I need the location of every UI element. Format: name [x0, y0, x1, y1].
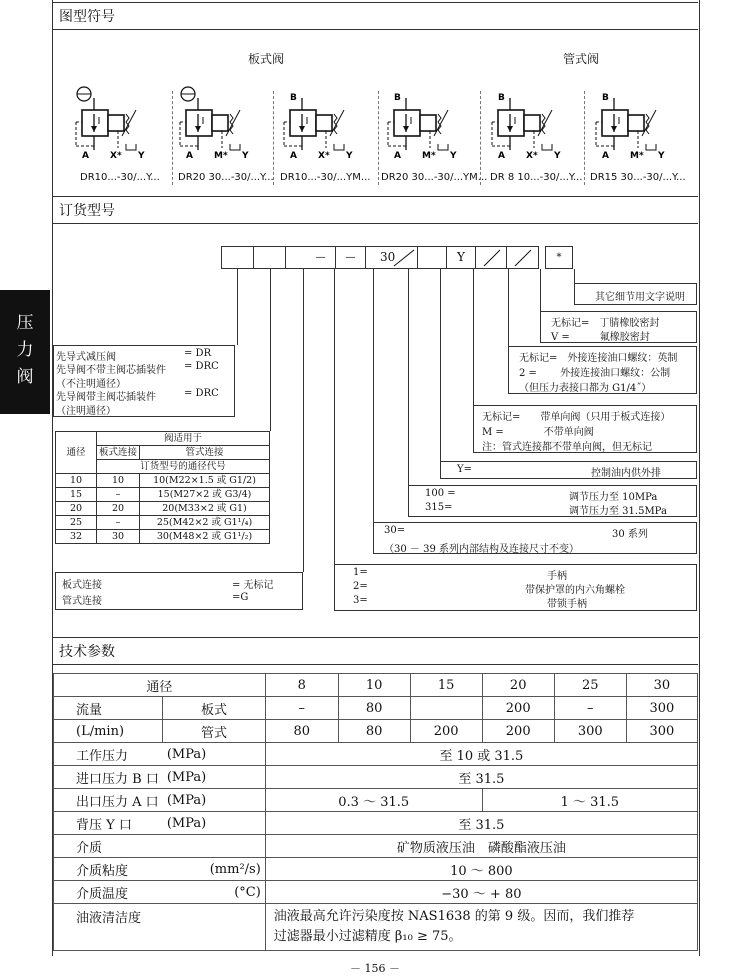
option-text: 其它细节用文字说明	[595, 292, 685, 303]
table-row	[54, 835, 698, 858]
table-cell: (MPa)	[163, 743, 265, 766]
option-text: 管式连接	[62, 596, 102, 607]
code-cell	[285, 246, 307, 269]
dn-header: 管式连接	[140, 446, 270, 460]
option-text: 板式连接	[62, 580, 102, 591]
code-cell: Y	[446, 246, 476, 269]
table-cell: 30	[626, 674, 697, 697]
code-cell	[221, 246, 254, 269]
table-cell: 20	[56, 502, 97, 516]
tech-table	[53, 673, 698, 951]
code-cell: *	[545, 246, 573, 269]
symbol-label: DR15 30...-30/...Y...	[590, 172, 686, 183]
option-key: = DRC	[184, 361, 219, 372]
symbol-label: DR20 30...-30/...YM...	[381, 172, 488, 183]
table-cell: 工作压力	[54, 743, 163, 766]
option-port	[508, 346, 697, 394]
table-cell: (MPa)	[163, 812, 265, 835]
side-tab-char: 力	[16, 340, 34, 360]
option-key: 100 =	[425, 488, 456, 499]
table-row	[54, 674, 698, 697]
table-cell	[265, 904, 697, 951]
symbol-label: DR10...-30/...YM...	[280, 172, 371, 183]
group-label-pipe: 管式阀	[563, 52, 600, 66]
option-text: V = 氟橡胶密封	[551, 332, 650, 343]
code-cell: —	[306, 246, 336, 269]
option-text: （注明通径）	[56, 406, 116, 417]
table-cell: 介质温度	[54, 881, 163, 904]
table-cell: 进口压力 B 口	[54, 766, 163, 789]
table-cell: 矿物质液压油 磷酸酯液压油	[265, 835, 697, 858]
table-cell: –	[97, 488, 140, 502]
table-cell: 300	[626, 720, 697, 743]
option-text: 先导阀带主阀芯插装件	[56, 392, 156, 403]
option-seal	[540, 311, 697, 343]
option-key: 1=	[353, 567, 368, 578]
dn-table	[55, 431, 270, 544]
option-series	[373, 522, 697, 554]
cleanliness-text: 油液最高允许污染度按 NAS1638 的第 9 级。因而，我们推荐	[273, 909, 635, 924]
option-key: =G	[232, 592, 249, 603]
table-cell: 15(M27×2 或 G3/4)	[140, 488, 270, 502]
option-pressure	[408, 485, 697, 517]
option-key: 315=	[425, 502, 453, 513]
option-y	[440, 461, 697, 479]
table-cell: 15	[56, 488, 97, 502]
leader-line	[373, 269, 374, 522]
table-cell: 背压 Y 口	[54, 812, 163, 835]
table-row	[54, 766, 698, 789]
table-row	[54, 904, 698, 951]
leader-line	[508, 269, 509, 346]
option-key: 30=	[384, 525, 406, 536]
table-row	[56, 474, 270, 488]
table-row	[56, 488, 270, 502]
leader-line	[334, 269, 335, 564]
option-text: 无标记= 带单向阀（只用于板式连接）	[482, 412, 671, 423]
option-text: （不注明通径）	[56, 379, 126, 390]
side-tab-char: 阀	[16, 367, 34, 387]
table-cell: 300	[554, 720, 626, 743]
dn-label: 通径	[54, 674, 266, 697]
dn-header: 订货型号的通径代号	[97, 460, 270, 474]
symbol-label: DR10...-30/...Y...	[80, 172, 160, 183]
table-cell: 至 31.5	[265, 812, 697, 835]
table-cell: −30 ～ + 80	[265, 881, 697, 904]
section-title-tech: 技术参数	[53, 637, 698, 665]
table-cell: 200	[482, 697, 554, 720]
symbol-label: DR 8 10...-30/...Y...	[490, 172, 583, 183]
group-label-plate: 板式阀	[248, 52, 285, 66]
leader-line	[303, 269, 304, 572]
table-cell: 介质粘度	[54, 858, 163, 881]
dn-header: 通径	[56, 432, 97, 474]
leader-line	[408, 269, 409, 485]
flow-label: 流量	[54, 697, 163, 720]
option-text: 先导式减压阀	[56, 352, 116, 363]
table-cell: (°C)	[163, 881, 265, 904]
table-cell: 介质	[54, 835, 163, 858]
table-cell: 20	[482, 674, 554, 697]
option-text: 注：管式连接都不带单向阀，但无标记	[482, 442, 652, 453]
table-row	[54, 697, 698, 720]
table-row	[54, 743, 698, 766]
option-text: 无标记= 丁腈橡胶密封	[551, 318, 660, 329]
table-cell: 20(M33×2 或 G1)	[140, 502, 270, 516]
side-tab-char: 压	[16, 313, 34, 333]
table-cell: 32	[56, 530, 97, 544]
table-cell: 25(M42×2 或 G1¹/₄)	[140, 516, 270, 530]
option-text: 调节压力至 10MPa	[569, 492, 658, 503]
dn-header: 板式连接	[97, 446, 140, 460]
dn-header: 阀适用于	[97, 432, 270, 446]
plate-label: 板式	[163, 697, 265, 720]
table-cell: 30	[97, 530, 140, 544]
drain-label: X*	[110, 151, 122, 161]
order-code	[221, 246, 573, 269]
drain-label: M*	[214, 151, 228, 161]
pipe-label: 管式	[163, 720, 265, 743]
table-row	[54, 720, 698, 743]
table-cell: (mm²/s)	[163, 858, 265, 881]
table-cell: 0.3 ～ 31.5	[265, 789, 482, 812]
table-cell: (MPa)	[163, 789, 265, 812]
table-cell: 25	[554, 674, 626, 697]
table-cell	[163, 835, 265, 858]
table-cell: 25	[56, 516, 97, 530]
code-cell: 30	[366, 246, 418, 269]
option-text: 30 系列	[612, 529, 648, 540]
table-row	[56, 530, 270, 544]
symbol-label: DR20 30...-30/...Y...	[178, 172, 274, 183]
option-text: M = 不带单向阀	[482, 427, 594, 438]
option-check	[473, 405, 697, 453]
drain-label: X*	[526, 151, 538, 161]
table-cell: 至 31.5	[265, 766, 697, 789]
table-cell: 1 ～ 31.5	[482, 789, 697, 812]
option-other	[574, 283, 697, 305]
table-cell: 出口压力 A 口	[54, 789, 163, 812]
table-row	[54, 858, 698, 881]
option-type	[53, 345, 235, 417]
table-row	[56, 516, 270, 530]
table-row	[54, 881, 698, 904]
code-cell	[417, 246, 447, 269]
flow-unit: (L/min)	[54, 720, 163, 743]
leader-line	[440, 269, 441, 461]
table-cell: 10	[97, 474, 140, 488]
option-key: 2=	[353, 581, 368, 592]
leader-line	[270, 269, 271, 431]
option-key: 3=	[353, 595, 368, 606]
cleanliness-text: 过滤器最小过滤精度 β₁₀ ≥ 75。	[273, 929, 462, 944]
table-cell: 10(M22×1.5 或 G1/2)	[140, 474, 270, 488]
table-row	[54, 812, 698, 835]
code-cell	[507, 246, 539, 269]
option-text: 手柄	[547, 571, 567, 582]
option-key: = DRC	[184, 388, 219, 399]
option-adjust	[334, 564, 697, 611]
code-cell	[253, 246, 286, 269]
table-cell: 10	[338, 674, 410, 697]
code-cell	[475, 246, 507, 269]
table-cell: 200	[410, 720, 482, 743]
table-cell: 8	[265, 674, 338, 697]
code-cell: —	[336, 246, 366, 269]
side-tab	[0, 290, 50, 414]
option-text: （30 － 39 系列内部结构及连接尺寸不变）	[384, 544, 579, 555]
option-text: （但压力表接口都为 G1/4˝）	[519, 383, 652, 394]
table-cell: (MPa)	[163, 766, 265, 789]
table-row	[56, 502, 270, 516]
table-cell	[410, 697, 482, 720]
drain-label: M*	[422, 151, 436, 161]
table-cell: 30(M48×2 或 G1¹/₂)	[140, 530, 270, 544]
drain-label: X*	[318, 151, 330, 161]
table-row	[54, 789, 698, 812]
option-text: 无标记= 外接连接油口螺纹：英制	[519, 353, 678, 364]
option-text: 带保护罩的内六角螺栓	[525, 585, 625, 596]
leader-line	[237, 269, 238, 345]
option-connection	[55, 572, 303, 610]
page-number: － 156 －	[350, 962, 400, 975]
option-key: = 无标记	[232, 580, 274, 591]
table-cell: 80	[338, 720, 410, 743]
table-cell: 300	[626, 697, 697, 720]
option-text: 调节压力至 31.5MPa	[569, 506, 667, 517]
table-cell: 200	[482, 720, 554, 743]
table-cell: 80	[338, 697, 410, 720]
table-cell: –	[554, 697, 626, 720]
drain-label: M*	[630, 151, 644, 161]
table-cell: –	[97, 516, 140, 530]
option-text: 先导阀不带主阀芯插装件	[56, 365, 166, 376]
section-title-symbols: 图型符号	[53, 2, 698, 30]
table-cell: 80	[265, 720, 338, 743]
leader-line	[473, 269, 474, 405]
option-text: 带锁手柄	[547, 599, 587, 610]
table-cell: 10 ～ 800	[265, 858, 697, 881]
option-text: 2 = 外接连接油口螺纹：公制	[519, 368, 671, 379]
table-cell: 至 10 或 31.5	[265, 743, 697, 766]
option-text: 控制油内供外排	[591, 468, 661, 479]
option-key: = DR	[184, 348, 212, 359]
hydraulic-symbols: B A Y X* M* X* M* X* M*	[60, 80, 690, 190]
table-cell: 20	[97, 502, 140, 516]
table-cell: 10	[56, 474, 97, 488]
leader-line	[540, 269, 541, 311]
table-cell: 油液清洁度	[54, 904, 266, 951]
leader-line	[574, 269, 575, 283]
table-cell: –	[265, 697, 338, 720]
table-cell: 15	[410, 674, 482, 697]
section-title-ordering: 订货型号	[53, 196, 698, 224]
option-key: Y=	[457, 464, 472, 475]
